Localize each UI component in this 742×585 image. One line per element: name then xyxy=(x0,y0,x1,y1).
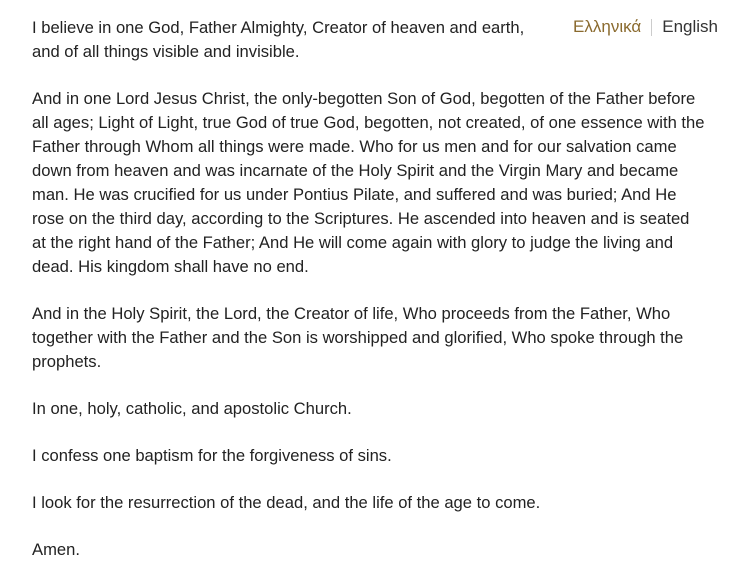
creed-paragraph-holy-spirit: And in the Holy Spirit, the Lord, the Creator of life, Who proceeds from the Father, Who together with the Father and the Son is worshipped and glorified, Who spoke through the prophets. xyxy=(32,304,684,371)
creed-paragraph-baptism: I confess one baptism for the forgiveness of sins. xyxy=(32,446,392,465)
english-language-link[interactable]: English xyxy=(662,17,718,36)
creed-text xyxy=(32,16,706,585)
creed-paragraph-resurrection: I look for the resurrection of the dead, and the life of the age to come. xyxy=(32,493,541,512)
creed-paragraph-father: I believe in one God, Father Almighty, Creator of heaven and earth, and of all things visible and invisible. xyxy=(32,18,525,61)
creed-paragraph-amen: Amen. xyxy=(32,540,80,559)
greek-language-link[interactable]: Ελληνικά xyxy=(573,17,642,36)
creed-paragraph-church: In one, holy, catholic, and apostolic Church. xyxy=(32,399,352,418)
creed-paragraph-son: And in one Lord Jesus Christ, the only-begotten Son of God, begotten of the Father before all ages; Light of Light, true God of true God, begotten, not created, of one essence with the Father through Whom all things were made. Who for us men and for our salvation came down from heaven and was incarnate of the Holy Spirit and the Virgin Mary and became man. He was crucified for us under Pontius Pilate, and suffered and was buried; And He rose on the third day, according to the Scriptures. He ascended into heaven and is seated at the right hand of the Father; And He will come again with glory to judge the living and dead. His kingdom shall have no end. xyxy=(32,89,705,276)
